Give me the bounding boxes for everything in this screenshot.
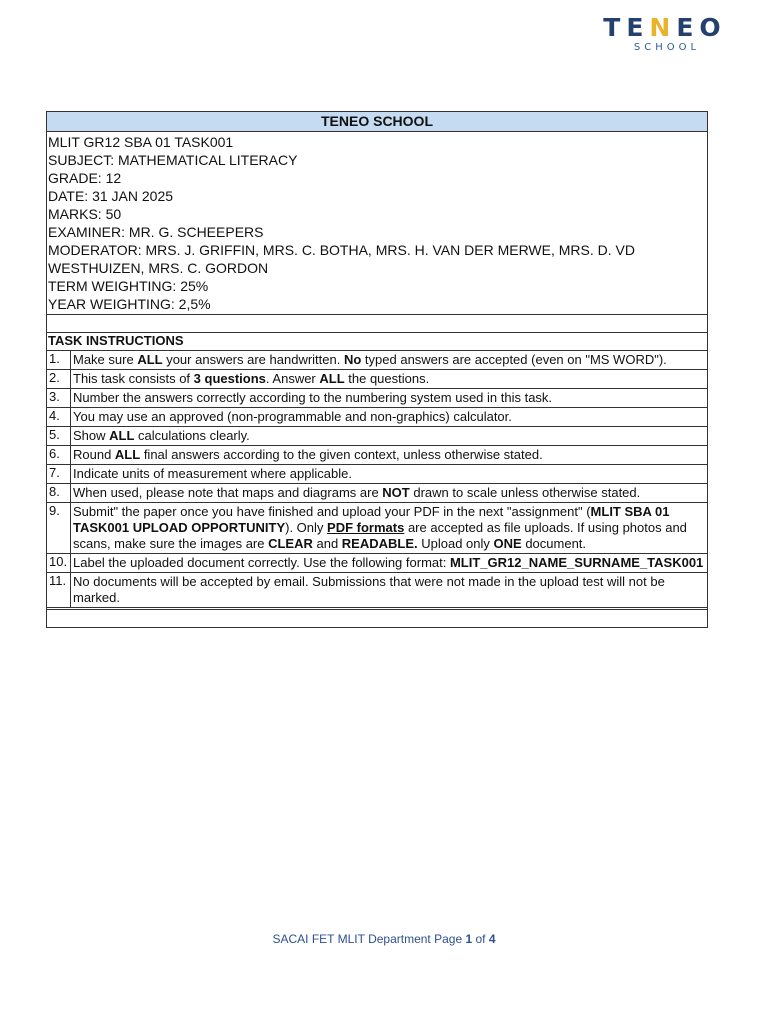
info-line: YEAR WEIGHTING: 2,5% xyxy=(48,296,211,312)
footer-page-total: 4 xyxy=(488,932,496,946)
logo-text-accent: N xyxy=(649,13,677,42)
instruction-row xyxy=(47,407,707,426)
info-line: SUBJECT: MATHEMATICAL LITERACY xyxy=(48,152,298,168)
instruction-number: 4. xyxy=(47,408,71,426)
instruction-text xyxy=(71,465,707,483)
instruction-number: 6. xyxy=(47,446,71,464)
instruction-text xyxy=(71,484,707,502)
instruction-text-part: . Answer xyxy=(265,371,320,386)
instruction-text xyxy=(71,554,707,572)
instruction-text-part: ALL xyxy=(114,447,141,462)
logo-text-b: EO xyxy=(676,13,727,42)
instruction-text-part: MLIT SBA 01 TASK001 UPLOAD OPPORTUNITY xyxy=(73,504,670,535)
info-line: EXAMINER: MR. G. SCHEEPERS xyxy=(48,224,264,240)
instruction-number: 9. xyxy=(47,503,71,553)
instruction-text xyxy=(71,408,707,426)
instruction-text-part: ALL xyxy=(137,352,163,367)
instruction-text-part: Label the uploaded document correctly. Use the following format: xyxy=(73,555,450,570)
instruction-text-part: typed answers are accepted (even on "MS WORD"). xyxy=(361,352,667,367)
instruction-text xyxy=(71,389,707,407)
instruction-text xyxy=(71,427,707,445)
instruction-row xyxy=(47,426,707,445)
info-line: GRADE: 12 xyxy=(48,170,122,186)
instruction-text xyxy=(71,351,707,369)
instruction-text xyxy=(71,573,707,607)
instruction-number: 3. xyxy=(47,389,71,407)
instruction-text-part: Round xyxy=(73,447,115,462)
table-end-row xyxy=(47,607,707,627)
instruction-number: 7. xyxy=(47,465,71,483)
instruction-row xyxy=(47,369,707,388)
instructions-list xyxy=(47,350,707,607)
instruction-text-part: When used, please note that maps and diagrams are xyxy=(73,485,383,500)
instruction-text-part: Upload only xyxy=(417,536,494,551)
instruction-number: 1. xyxy=(47,351,71,369)
instruction-text-part: MLIT_GR12_NAME_SURNAME_TASK001 xyxy=(449,555,704,570)
instruction-text-part: final answers according to the given context, unless otherwise stated. xyxy=(140,447,543,462)
instruction-text-part: You may use an approved (non-programmable and non-graphics) calculator. xyxy=(73,409,512,424)
task-info-block xyxy=(47,132,707,314)
instruction-text xyxy=(71,370,707,388)
instruction-number: 2. xyxy=(47,370,71,388)
instruction-text-part: This task consists of xyxy=(73,371,194,386)
instruction-text-part: No xyxy=(343,352,362,367)
instruction-text-part: PDF formats xyxy=(327,520,405,535)
instruction-text-part: NOT xyxy=(382,485,410,500)
page-footer xyxy=(0,932,768,946)
instruction-text xyxy=(71,503,707,553)
instruction-text-part: Make sure xyxy=(73,352,138,367)
instruction-number: 11. xyxy=(47,573,71,607)
instruction-row xyxy=(47,464,707,483)
instruction-text-part: Number the answers correctly according to the numbering system used in this task. xyxy=(73,390,553,405)
instruction-row xyxy=(47,388,707,407)
task-instructions-heading: TASK INSTRUCTIONS xyxy=(47,332,707,350)
instruction-text-part: CLEAR xyxy=(268,536,313,551)
instruction-text-part: and xyxy=(312,536,342,551)
instruction-text-part: Show xyxy=(73,428,110,443)
instruction-text xyxy=(71,446,707,464)
instruction-text-part: document. xyxy=(521,536,587,551)
info-line: TERM WEIGHTING: 25% xyxy=(48,278,209,294)
instruction-text-part: Indicate units of measurement where applicable. xyxy=(73,466,352,481)
instruction-text-part: drawn to scale unless otherwise stated. xyxy=(409,485,641,500)
task-cover-table xyxy=(46,111,708,628)
instruction-number: 5. xyxy=(47,427,71,445)
logo-text-a: TE xyxy=(603,13,650,42)
instruction-text-part: ONE xyxy=(493,536,522,551)
info-line: MODERATOR: MRS. J. GRIFFIN, MRS. C. BOTHA, MRS. H. VAN DER MERWE, MRS. D. VD xyxy=(48,242,635,258)
instruction-text-part: are accepted as file uploads. If using photos and scans, make sure the images are xyxy=(73,520,687,551)
info-line: DATE: 31 JAN 2025 xyxy=(48,188,174,204)
instruction-text-part: Submit" the paper once you have finished and upload your PDF in the next "assignment" ( xyxy=(73,504,591,519)
instruction-text-part: 3 questions xyxy=(193,371,266,386)
instruction-row xyxy=(47,572,707,607)
instruction-number: 10. xyxy=(47,554,71,572)
instruction-row xyxy=(47,350,707,369)
footer-of: of xyxy=(472,932,489,946)
teneo-logo xyxy=(600,14,730,54)
instruction-text-part: ). Only xyxy=(285,520,328,535)
logo-wordmark xyxy=(600,14,730,42)
info-line: MLIT GR12 SBA 01 TASK001 xyxy=(48,134,234,150)
footer-page-number: 1 xyxy=(465,932,473,946)
instruction-text-part: ALL xyxy=(109,428,135,443)
footer-text: SACAI FET MLIT Department Page xyxy=(272,932,466,946)
instruction-text-part: the questions. xyxy=(344,371,430,386)
instruction-text-part: READABLE. xyxy=(341,536,418,551)
spacer-row xyxy=(47,314,707,332)
instruction-row xyxy=(47,502,707,553)
instruction-text-part: No documents will be accepted by email. Submissions that were not made in the upload test will not be marked. xyxy=(73,574,665,605)
instruction-number: 8. xyxy=(47,484,71,502)
instruction-text-part: ALL xyxy=(319,371,345,386)
instruction-text-part: calculations clearly. xyxy=(134,428,250,443)
instruction-row xyxy=(47,553,707,572)
instruction-row xyxy=(47,483,707,502)
instruction-row xyxy=(47,445,707,464)
school-title: TENEO SCHOOL xyxy=(47,112,707,132)
info-line: MARKS: 50 xyxy=(48,206,122,222)
logo-subtitle: SCHOOL xyxy=(633,42,701,53)
instruction-text-part: your answers are handwritten. xyxy=(162,352,344,367)
info-line: WESTHUIZEN, MRS. C. GORDON xyxy=(48,260,269,276)
